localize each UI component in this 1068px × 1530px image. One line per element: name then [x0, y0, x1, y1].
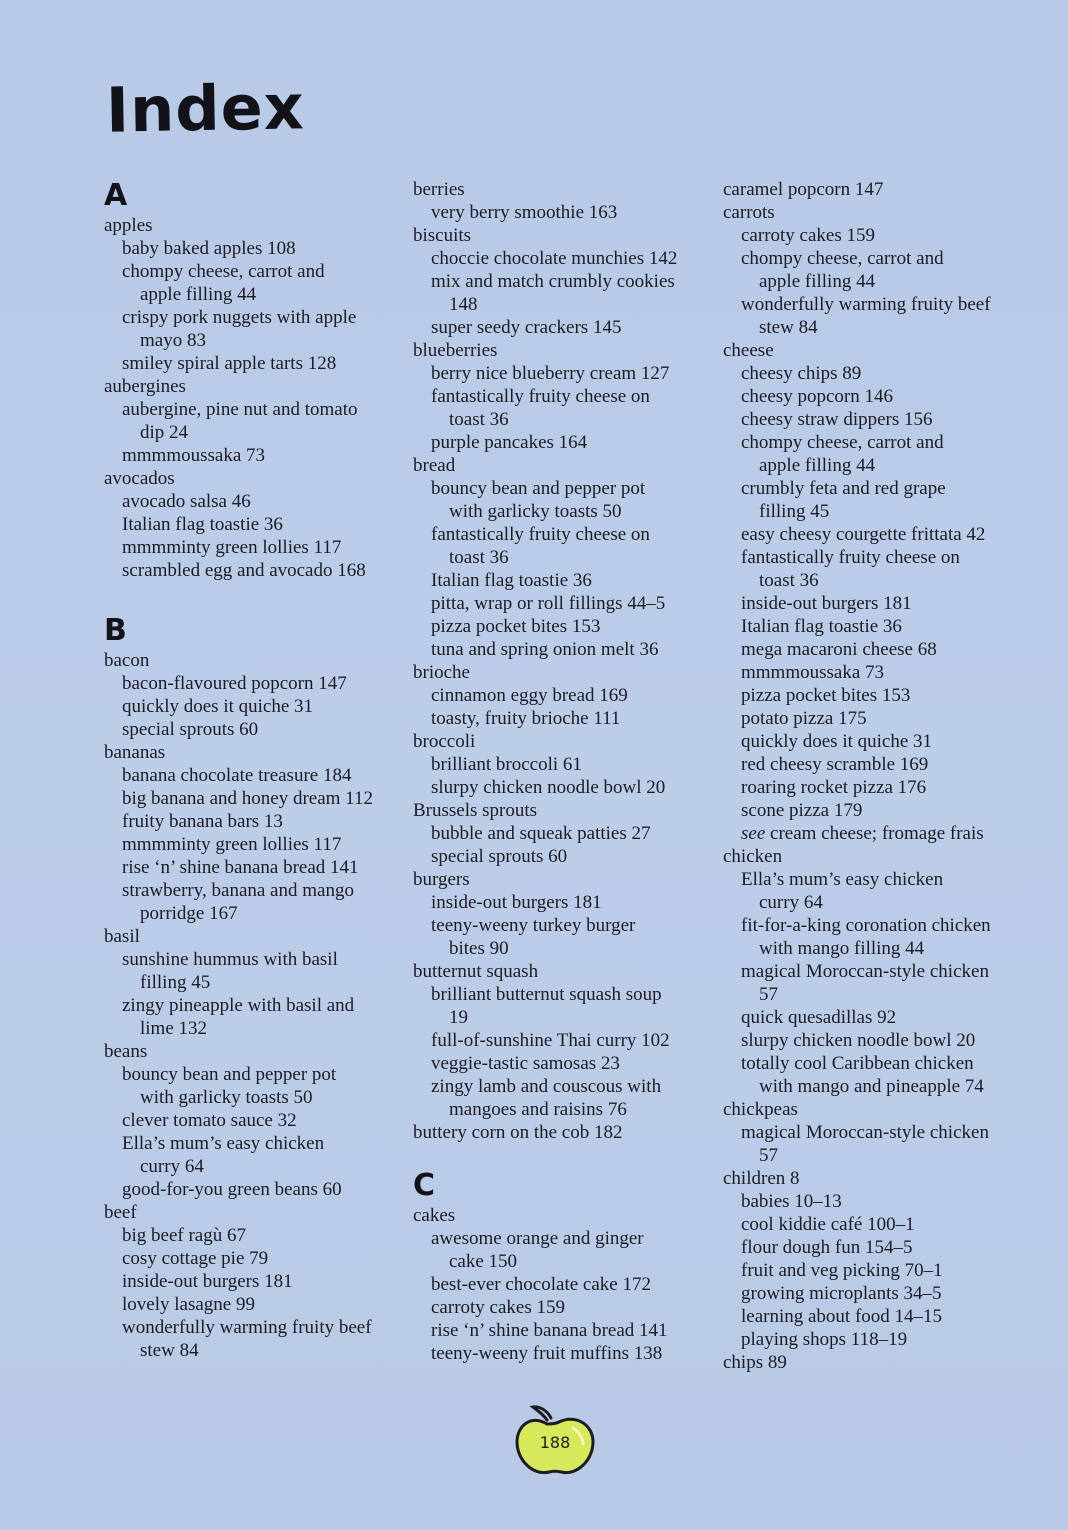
index-entry: babies 10–13: [741, 1191, 842, 1212]
index-entry: Italian flag toastie 36: [431, 570, 592, 591]
index-entry: tuna and spring onion melt 36: [431, 639, 659, 660]
section-letter-a: A: [104, 178, 128, 213]
index-entry: super seedy crackers 145: [431, 317, 622, 338]
index-heading: bananas: [104, 742, 166, 763]
index-entry-continued: with mango and pineapple 74: [759, 1076, 984, 1097]
index-entry-continued: stew 84: [759, 317, 818, 338]
index-entry: wonderfully warming fruity beef: [122, 1317, 372, 1338]
index-entry: quickly does it quiche 31: [122, 696, 314, 717]
index-entry-continued: with garlicky toasts 50: [449, 501, 622, 522]
index-entry: rise ‘n’ shine banana bread 141: [122, 857, 359, 878]
index-entry: cinnamon eggy bread 169: [431, 685, 628, 706]
index-heading: blueberries: [413, 340, 498, 361]
index-heading: Brussels sprouts: [413, 800, 538, 821]
index-entry: zingy lamb and couscous with: [431, 1076, 662, 1097]
index-entry: bouncy bean and pepper pot: [122, 1064, 337, 1085]
index-entry: inside-out burgers 181: [122, 1271, 293, 1292]
index-entry: cool kiddie café 100–1: [741, 1214, 915, 1235]
index-heading: burgers: [413, 869, 470, 890]
index-entry: fruit and veg picking 70–1: [741, 1260, 943, 1281]
page-number-badge: [513, 1404, 597, 1478]
index-heading: carrots: [723, 202, 775, 223]
index-entry-continued: toast 36: [449, 409, 509, 430]
index-column-1: [104, 178, 404, 1362]
index-entry-continued: toast 36: [759, 570, 819, 591]
index-entry: very berry smoothie 163: [431, 202, 618, 223]
index-entry: bouncy bean and pepper pot: [431, 478, 646, 499]
index-entry: flour dough fun 154–5: [741, 1237, 913, 1258]
index-column-3: [723, 178, 1023, 1374]
index-heading: broccoli: [413, 731, 476, 752]
index-heading: beef: [104, 1202, 137, 1223]
see-label: see: [741, 823, 766, 844]
index-entry: zingy pineapple with basil and: [122, 995, 355, 1016]
index-heading: basil: [104, 926, 140, 947]
page-number: 188: [539, 1433, 571, 1452]
index-entry: baby baked apples 108: [122, 238, 296, 259]
page-title: Index: [105, 70, 306, 147]
index-entry: good-for-you green beans 60: [122, 1179, 342, 1200]
index-heading: cheese: [723, 340, 774, 361]
index-entry-continued: curry 64: [140, 1156, 204, 1177]
index-entry: roaring rocket pizza 176: [741, 777, 927, 798]
index-entry: mmmminty green lollies 117: [122, 834, 342, 855]
index-entry: slurpy chicken noodle bowl 20: [741, 1030, 976, 1051]
index-heading: bacon: [104, 650, 150, 671]
index-entry: crispy pork nuggets with apple: [122, 307, 357, 328]
index-entry: aubergine, pine nut and tomato: [122, 399, 358, 420]
index-entry: totally cool Caribbean chicken: [741, 1053, 974, 1074]
index-entry: carroty cakes 159: [431, 1297, 565, 1318]
index-entry: pizza pocket bites 153: [431, 616, 601, 637]
index-entry-continued: curry 64: [759, 892, 823, 913]
index-entry: sunshine hummus with basil: [122, 949, 338, 970]
index-entry: bubble and squeak patties 27: [431, 823, 651, 844]
index-entry: fantastically fruity cheese on: [431, 386, 650, 407]
index-entry: carroty cakes 159: [741, 225, 875, 246]
index-entry: veggie-tastic samosas 23: [431, 1053, 620, 1074]
index-entry: fruity banana bars 13: [122, 811, 283, 832]
index-entry: cheesy chips 89: [741, 363, 862, 384]
index-heading: aubergines: [104, 376, 186, 397]
index-entry: fantastically fruity cheese on: [431, 524, 650, 545]
index-entry: magical Moroccan-style chicken: [741, 961, 989, 982]
index-entry-continued: stew 84: [140, 1340, 199, 1361]
index-entry-continued: apple filling 44: [759, 271, 876, 292]
index-heading: biscuits: [413, 225, 472, 246]
index-entry: inside-out burgers 181: [431, 892, 602, 913]
index-heading: caramel popcorn 147: [723, 179, 884, 200]
index-entry: big banana and honey dream 112: [122, 788, 373, 809]
index-entry: fantastically fruity cheese on: [741, 547, 960, 568]
index-heading: berries: [413, 179, 465, 200]
index-entry: strawberry, banana and mango: [122, 880, 354, 901]
index-heading: buttery corn on the cob 182: [413, 1122, 623, 1143]
index-heading: beans: [104, 1041, 148, 1062]
index-entry-continued: toast 36: [449, 547, 509, 568]
index-entry-continued: mayo 83: [140, 330, 206, 351]
index-entry: Ella’s mum’s easy chicken: [122, 1133, 325, 1154]
index-entry: red cheesy scramble 169: [741, 754, 929, 775]
index-heading: cakes: [413, 1205, 456, 1226]
index-entry: Ella’s mum’s easy chicken: [741, 869, 944, 890]
index-entry-continued: 57: [759, 984, 778, 1005]
section-letter-c: C: [413, 1168, 436, 1203]
index-entry: growing microplants 34–5: [741, 1283, 942, 1304]
see-targets: cream cheese; fromage frais: [770, 823, 984, 844]
index-entry: special sprouts 60: [431, 846, 568, 867]
index-entry: rise ‘n’ shine banana bread 141: [431, 1320, 668, 1341]
index-entry: easy cheesy courgette frittata 42: [741, 524, 986, 545]
index-entry: pizza pocket bites 153: [741, 685, 911, 706]
index-entry-continued: lime 132: [140, 1018, 208, 1039]
index-entry-continued: cake 150: [449, 1251, 518, 1272]
index-entry: purple pancakes 164: [431, 432, 588, 453]
index-entry: bacon-flavoured popcorn 147: [122, 673, 347, 694]
index-entry: chompy cheese, carrot and: [122, 261, 325, 282]
index-entry: big beef ragù 67: [122, 1225, 246, 1246]
index-entry: avocado salsa 46: [122, 491, 251, 512]
index-entry: mix and match crumbly cookies: [431, 271, 675, 292]
index-entry: teeny-weeny turkey burger: [431, 915, 636, 936]
index-entry-continued: dip 24: [140, 422, 189, 443]
index-entry-continued: with mango filling 44: [759, 938, 925, 959]
index-entry-continued: bites 90: [449, 938, 509, 959]
index-entry: mmmmoussaka 73: [741, 662, 885, 683]
index-entry: quickly does it quiche 31: [741, 731, 933, 752]
index-entry: playing shops 118–19: [741, 1329, 908, 1350]
index-entry: best-ever chocolate cake 172: [431, 1274, 651, 1295]
index-entry: scrambled egg and avocado 168: [122, 560, 366, 581]
index-heading: chips 89: [723, 1352, 787, 1373]
index-entry-continued: apple filling 44: [759, 455, 876, 476]
index-entry: chompy cheese, carrot and: [741, 248, 944, 269]
index-entry: cosy cottage pie 79: [122, 1248, 269, 1269]
index-heading: butternut squash: [413, 961, 539, 982]
index-entry: slurpy chicken noodle bowl 20: [431, 777, 666, 798]
index-heading: apples: [104, 215, 153, 236]
index-entry: wonderfully warming fruity beef: [741, 294, 991, 315]
index-entry: teeny-weeny fruit muffins 138: [431, 1343, 663, 1364]
index-entry: smiley spiral apple tarts 128: [122, 353, 337, 374]
index-heading: children 8: [723, 1168, 800, 1189]
index-entry: clever tomato sauce 32: [122, 1110, 297, 1131]
index-entry-continued: 57: [759, 1145, 778, 1166]
index-entry: awesome orange and ginger: [431, 1228, 644, 1249]
index-entry-continued: with garlicky toasts 50: [140, 1087, 313, 1108]
index-entry: chompy cheese, carrot and: [741, 432, 944, 453]
index-entry: mmmmoussaka 73: [122, 445, 266, 466]
index-entry: banana chocolate treasure 184: [122, 765, 352, 786]
index-entry: brilliant butternut squash soup: [431, 984, 662, 1005]
index-entry: mega macaroni cheese 68: [741, 639, 937, 660]
index-entry: inside-out burgers 181: [741, 593, 912, 614]
index-entry-continued: apple filling 44: [140, 284, 257, 305]
index-entry: brilliant broccoli 61: [431, 754, 582, 775]
index-entry-continued: filling 45: [759, 501, 830, 522]
index-entry: cheesy straw dippers 156: [741, 409, 933, 430]
index-heading: chickpeas: [723, 1099, 798, 1120]
index-entry-continued: 148: [449, 294, 478, 315]
index-entry: scone pizza 179: [741, 800, 863, 821]
index-entry-continued: 19: [449, 1007, 468, 1028]
section-letter-b: B: [104, 613, 127, 648]
index-heading: chicken: [723, 846, 783, 867]
index-entry: choccie chocolate munchies 142: [431, 248, 678, 269]
index-entry: pitta, wrap or roll fillings 44–5: [431, 593, 666, 614]
index-entry: toasty, fruity brioche 111: [431, 708, 621, 729]
index-entry: full-of-sunshine Thai curry 102: [431, 1030, 670, 1051]
index-entry: quick quesadillas 92: [741, 1007, 897, 1028]
index-entry: learning about food 14–15: [741, 1306, 943, 1327]
index-heading: brioche: [413, 662, 470, 683]
index-entry: fit-for-a-king coronation chicken: [741, 915, 991, 936]
index-entry-continued: mangoes and raisins 76: [449, 1099, 627, 1120]
index-entry-continued: filling 45: [140, 972, 211, 993]
index-entry: lovely lasagne 99: [122, 1294, 255, 1315]
index-heading: bread: [413, 455, 456, 476]
index-column-2: [413, 178, 713, 1365]
index-entry: potato pizza 175: [741, 708, 867, 729]
index-entry: berry nice blueberry cream 127: [431, 363, 670, 384]
index-entry-continued: porridge 167: [140, 903, 238, 924]
index-entry: Italian flag toastie 36: [122, 514, 283, 535]
index-heading: avocados: [104, 468, 175, 489]
index-cross-reference: [723, 822, 1023, 845]
index-entry: special sprouts 60: [122, 719, 259, 740]
index-entry: magical Moroccan-style chicken: [741, 1122, 989, 1143]
index-entry: crumbly feta and red grape: [741, 478, 946, 499]
index-entry: Italian flag toastie 36: [741, 616, 902, 637]
index-entry: cheesy popcorn 146: [741, 386, 893, 407]
index-entry: mmmminty green lollies 117: [122, 537, 342, 558]
